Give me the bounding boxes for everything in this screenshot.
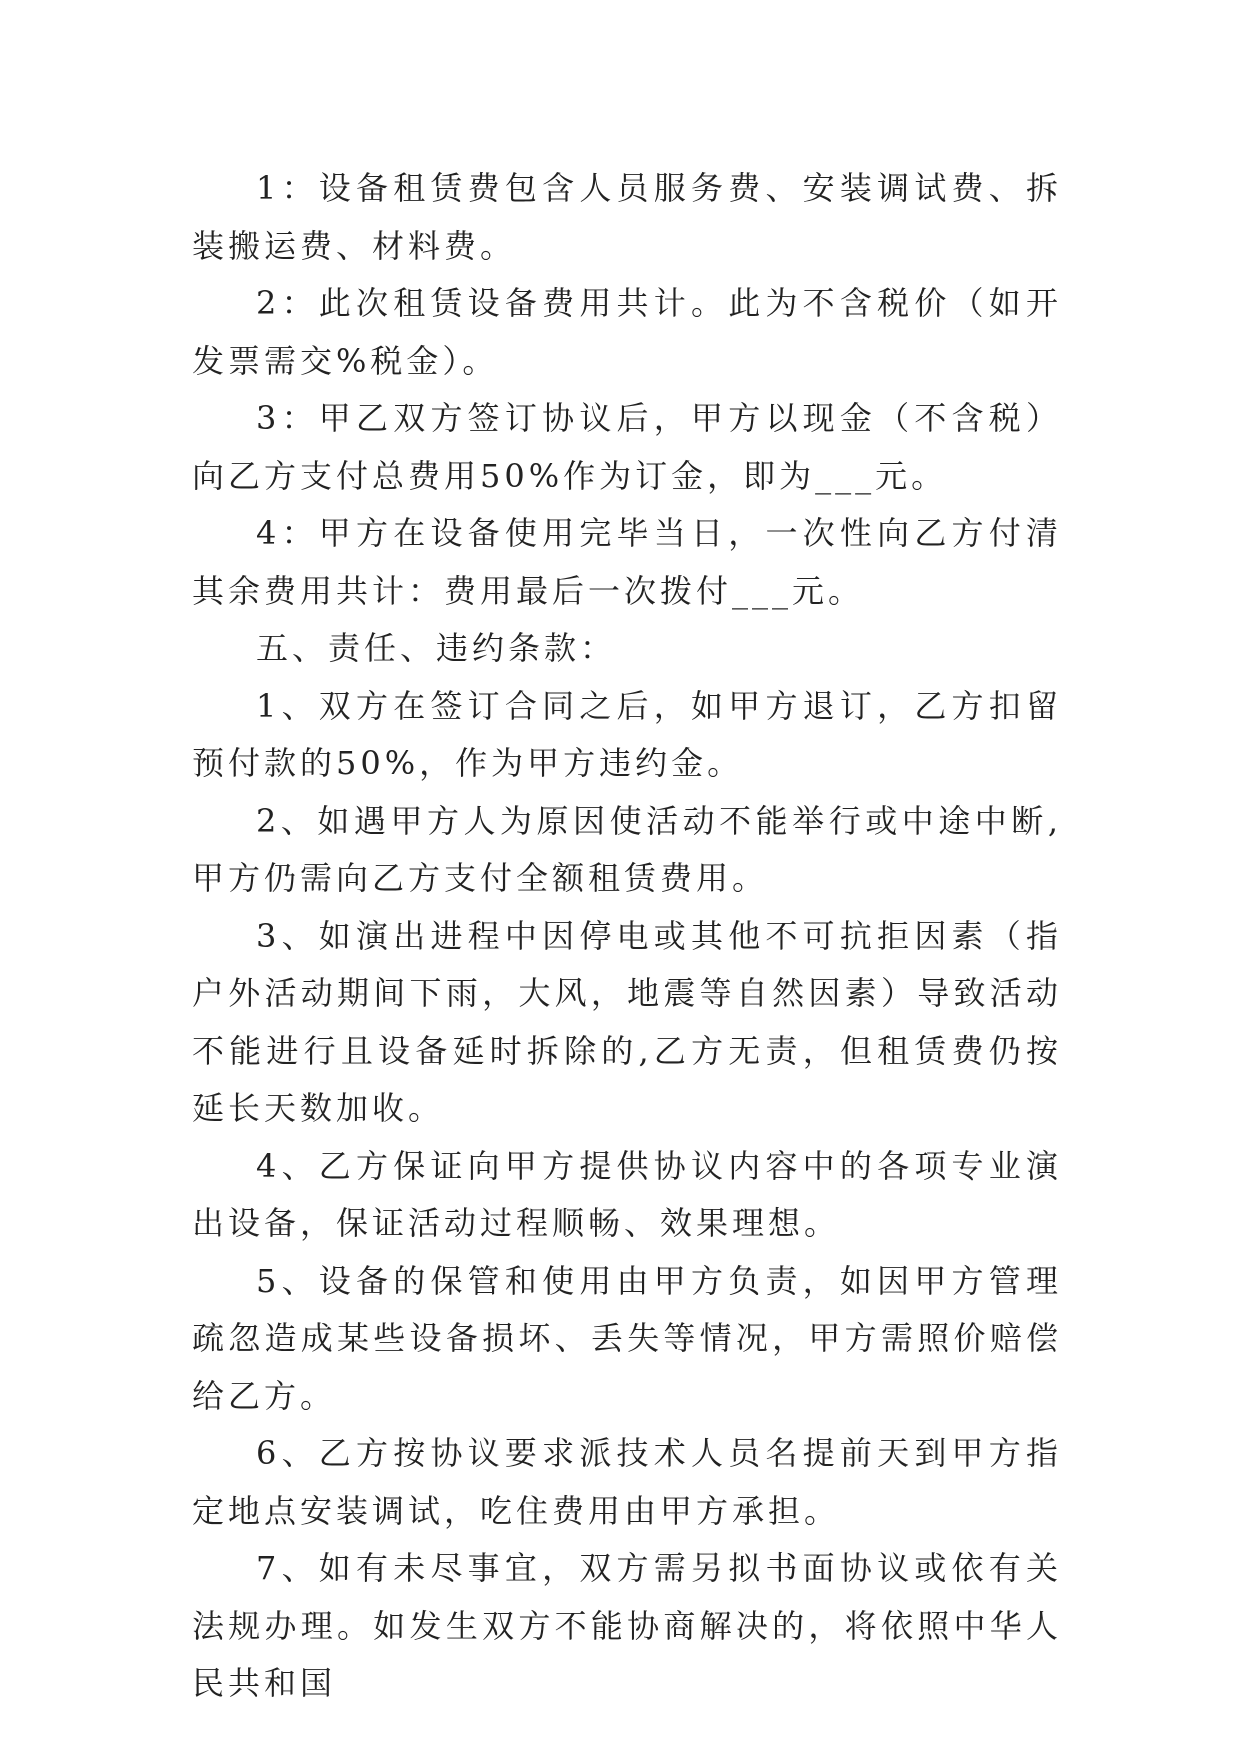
- clause-force-majeure: 3、如演出进程中因停电或其他不可抗拒因素（指户外活动期间下雨，大风，地震等自然因素）导致活动不能进行且设备延时拆除的,乙方无责，但租赁费仍按延长天数加收。: [192, 916, 1062, 1127]
- clause-interruption: 2、如遇甲方人为原因使活动不能举行或中途中断,甲方仍需向乙方支付全额租赁费用。: [192, 801, 1062, 897]
- clause-technicians: 6、乙方按协议要求派技术人员名提前天到甲方指定地点安装调试，吃住费用由甲方承担。: [192, 1434, 1062, 1530]
- clause-custody: 5、设备的保管和使用由甲方负责，如因甲方管理疏忽造成某些设备损坏、丢失等情况，甲方需照价赔偿给乙方。: [192, 1261, 1062, 1415]
- paragraph-final-payment: 4：甲方在设备使用完毕当日，一次性向乙方付清其余费用共计：费用最后一次拨付___元。: [192, 514, 1062, 610]
- paragraph-fee-composition: 1：设备租赁费包含人员服务费、安装调试费、拆装搬运费、材料费。: [192, 169, 1062, 265]
- paragraph-total-fee: 2：此次租赁设备费用共计。此为不含税价（如开发票需交%税金）。: [192, 284, 1062, 380]
- clause-cancellation: 1、双方在签订合同之后，如甲方退订，乙方扣留预付款的50%，作为甲方违约金。: [192, 686, 1062, 782]
- document-body: [192, 160, 1062, 1713]
- section-heading-liability: 五、责任、违约条款：: [256, 629, 617, 667]
- clause-outstanding-matters: 7、如有未尽事宜，双方需另拟书面协议或依有关法规办理。如发生双方不能协商解决的，将依照中华人民共和国: [192, 1549, 1062, 1702]
- clause-equipment-guarantee: 4、乙方保证向甲方提供协议内容中的各项专业演出设备，保证活动过程顺畅、效果理想。: [192, 1146, 1062, 1242]
- paragraph-deposit: 3：甲乙双方签订协议后，甲方以现金（不含税）向乙方支付总费用50%作为订金，即为___元。: [192, 399, 1062, 495]
